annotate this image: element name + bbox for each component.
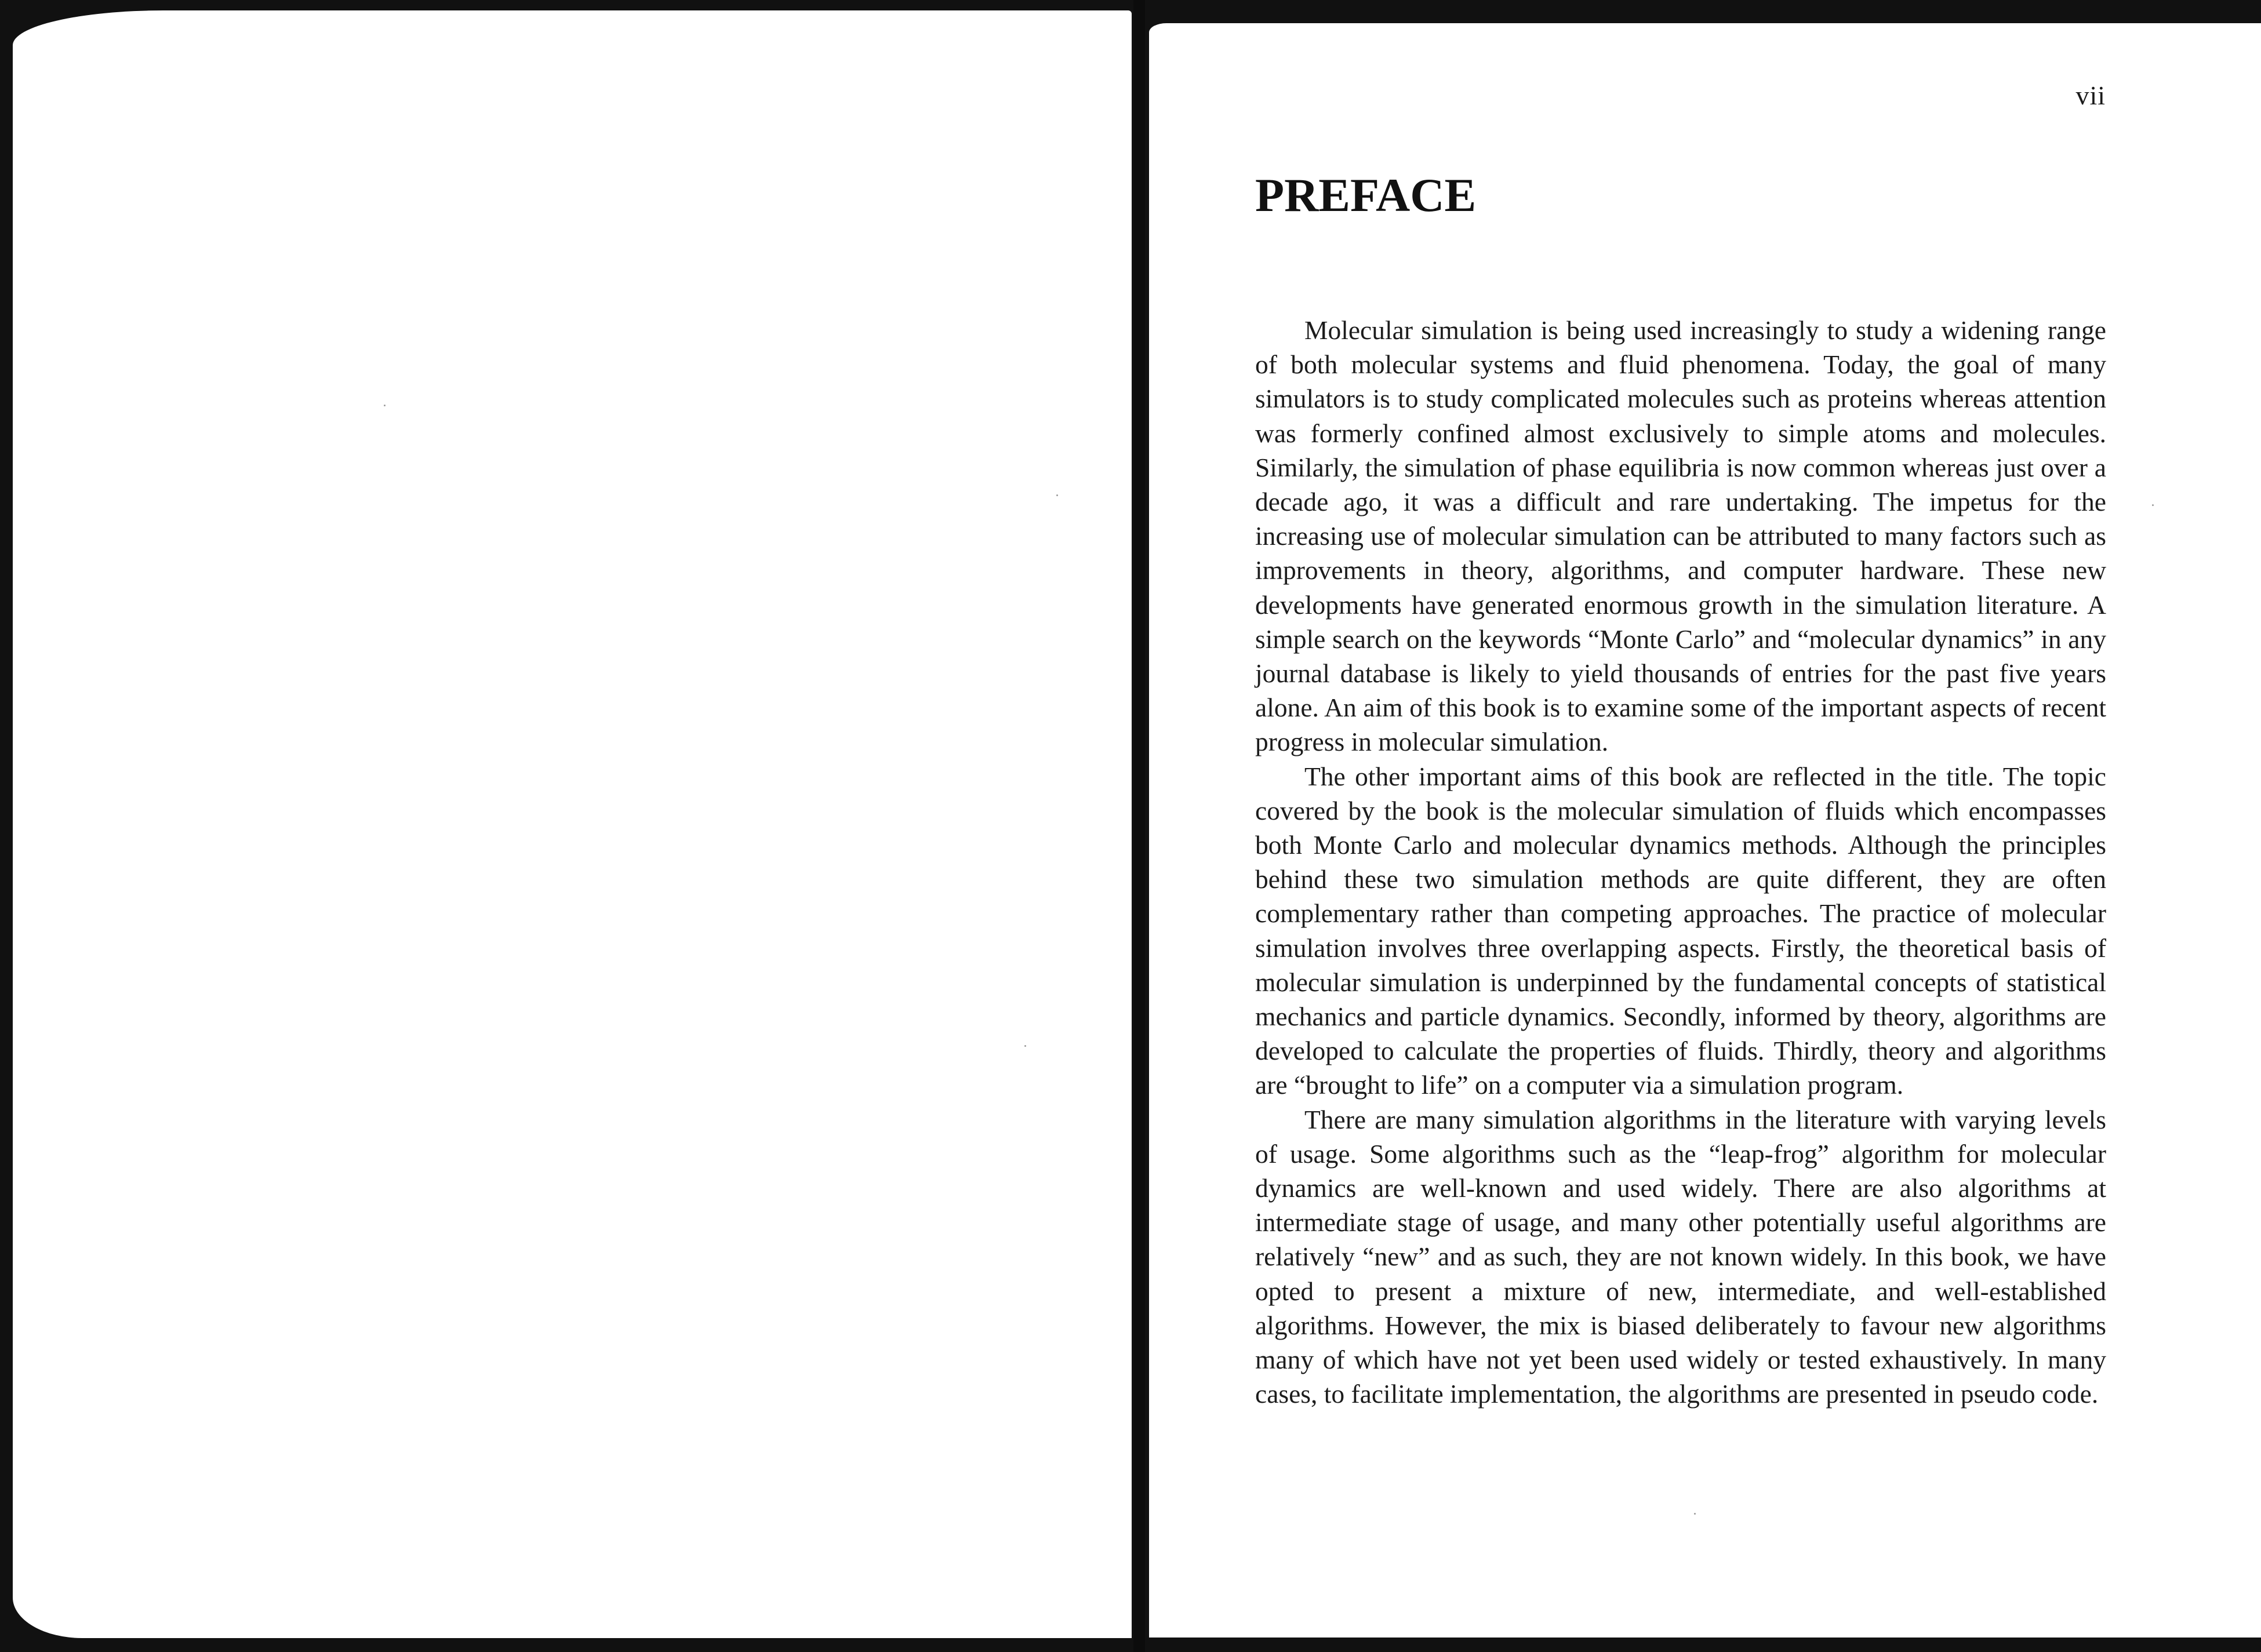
scan-speck — [384, 405, 386, 406]
page-number: vii — [2075, 81, 2106, 110]
preface-body — [1255, 313, 2106, 1411]
left-page-blank — [13, 10, 1132, 1638]
page-title: PREFACE — [1255, 169, 1477, 221]
paragraph: Molecular simulation is being used increasingly to study a widening range of both molecular systems and fluid phenomena. Today, the goal of many simulators is to study complicated molecules such as proteins whereas attention was formerly confined almost exclusively to simple atoms and molecules. Similarly, the simulation of phase equilibria is now common whereas just over a decade ago, it was a difficult and rare undertaking. The impetus for the increasing use of molecular simulation can be attributed to many factors such as improvements in theory, algorithms, and computer hardware. These new developments have generated enormous growth in the simulation literature. A simple search on the keywords “Monte Carlo” and “molecular dynamics” in any journal database is likely to yield thousands of entries for the past five years alone. An aim of this book is to examine some of the important aspects of recent progress in molecular simulation. — [1255, 315, 2106, 757]
book-gutter — [1133, 0, 1145, 1652]
right-page — [1149, 23, 2261, 1638]
scan-speck — [1694, 1513, 1696, 1515]
paragraph: The other important aims of this book are reflected in the title. The topic covered by the book is the molecular simulation of fluids which encompasses both Monte Carlo and molecular dynamics methods. Although the principles behind these two simulation methods are quite different, they are often complementary rather than competing approaches. The practice of molecular simulation involves three overlapping aspects. Firstly, the theoretical basis of molecular simulation is underpinned by the fundamental concepts of statistical mechanics and particle dynamics. Secondly, informed by theory, algorithms are developed to calculate the properties of fluids. Thirdly, theory and algorithms are “brought to life” on a computer via a simulation program. — [1255, 761, 2106, 1100]
scan-speck — [1056, 494, 1058, 496]
paragraph: There are many simulation algorithms in the literature with varying levels of usage. Some algorithms such as the “leap-frog” algorithm for molecular dynamics are well-known and used widely. There are also algorithms at intermediate stage of usage, and many other potentially useful algorithms are relatively “new” and as such, they are not known widely. In this book, we have opted to present a mixture of new, intermediate, and well-established algorithms. However, the mix is biased deliberately to favour new algorithms many of which have not yet been used widely or tested exhaustively. In many cases, to facilitate implementation, the algorithms are presented in pseudo code. — [1255, 1104, 2106, 1409]
scan-speck — [1024, 1045, 1026, 1047]
scan-speck — [2152, 504, 2154, 506]
